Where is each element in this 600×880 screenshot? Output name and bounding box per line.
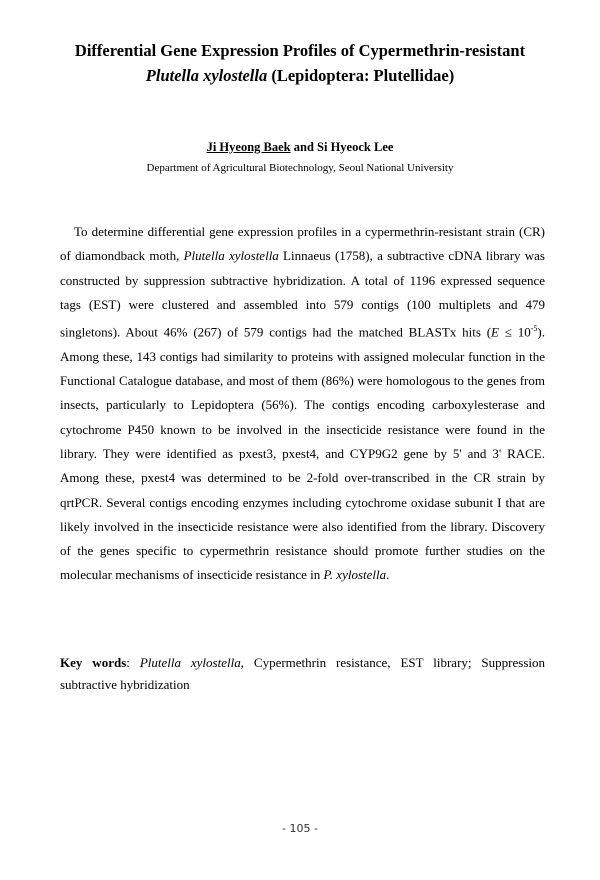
evalue-relation: ≤ 10 — [498, 324, 531, 340]
paper-title — [0, 38, 600, 88]
page-number: - 105 - — [282, 822, 318, 835]
keywords-label: Key words — [60, 655, 127, 670]
abstract-text-2: Linnaeus (1758), a subtractive cDNA library was constructed by suppression subtractive hybridization. A total of 1196 expressed sequence tags (EST) were clustered and assembled into 579 contigs (100 multiplets and 479 singletons). About 46% (267) of 579 contigs had the matched BLASTx hits ( — [60, 248, 545, 340]
abstract-species-2: P. xylostella — [323, 567, 387, 583]
author-2: Si Hyeock Lee — [317, 140, 394, 154]
abstract-text-3: ). Among these, 143 contigs had similarity to proteins with assigned molecular function in the Functional Catalogue database, and most of them (86%) were homologous to the genes from insects, particularly to Lepidoptera (56%). The contigs encoding carboxylesterase and cytochrome P450 known to be involved in the insecticide resistance were found in the library. They were identified as pxest3, pxest4, and CYP9G2 gene by 5' and 3' RACE. Among these, pxest4 was determined to be 2-fold over-transcribed in the CR strain by qrtPCR. Several contigs encoding enzymes including cytochrome oxidase subunit I that are likely involved in the insecticide resistance were also identified from the library. Discovery of the genes specific to cypermethrin resistance should promote further studies on the molecular mechanisms of insecticide resistance in — [60, 324, 545, 583]
keywords-colon: : — [126, 655, 140, 670]
title-species: Plutella xylostella — [145, 66, 268, 85]
abstract-text-1: To determine differential gene expression profiles in a cypermethrin-resistant strain (CR) of diamondback moth, — [60, 224, 545, 264]
abstract-species-1: Plutella xylostella — [183, 248, 279, 264]
evalue-variable: E — [491, 324, 499, 340]
evalue-exponent: -5 — [530, 324, 538, 334]
author-1: Ji Hyeong Baek — [206, 140, 291, 154]
abstract-text-4: . — [386, 567, 390, 583]
keywords-list: , Cypermethrin resistance, EST library; Suppression subtractive hybridization — [60, 655, 545, 692]
title-taxonomy: (Lepidoptera: Plutellidae) — [267, 66, 455, 85]
author-list — [0, 140, 600, 155]
keywords — [60, 652, 545, 696]
keywords-species: Plutella xylostella — [139, 655, 241, 670]
abstract — [60, 220, 545, 588]
author-separator: and — [290, 140, 318, 154]
title-line-1: Differential Gene Expression Profiles of Cypermethrin-resistant — [74, 41, 526, 60]
title-line-2 — [0, 63, 600, 88]
affiliation: Department of Agricultural Biotechnology, Seoul National University — [146, 162, 454, 174]
